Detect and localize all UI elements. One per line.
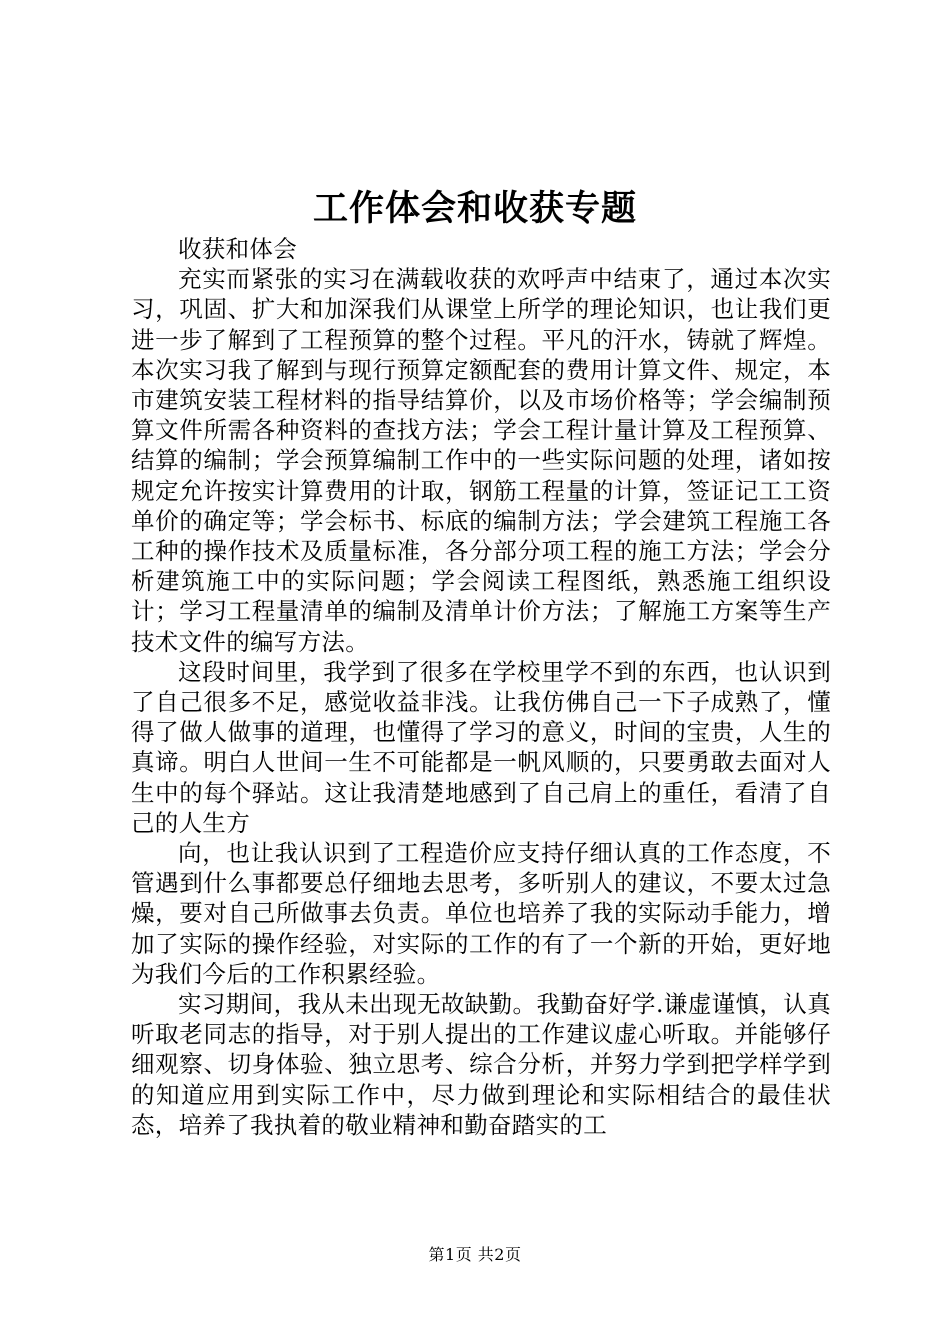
document-body xyxy=(131,234,831,1140)
body-paragraph: 这段时间里，我学到了很多在学校里学不到的东西，也认识到了自己很多不足，感觉收益非浅。让我仿佛自己一下子成熟了，懂得了做人做事的道理，也懂得了学习的意义，时间的宝贵，人生的真谛。明白人世间一生不可能都是一帆风顺的，只要勇敢去面对人生中的每个驿站。这让我清楚地感到了自己肩上的重任，看清了自己的人生方 xyxy=(131,657,831,837)
body-paragraph: 充实而紧张的实习在满载收获的欢呼声中结束了，通过本次实习，巩固、扩大和加深我们从课堂上所学的理论知识，也让我们更进一步了解到了工程预算的整个过程。平凡的汗水，铸就了辉煌。本次实习我了解到与现行预算定额配套的费用计算文件、规定，本市建筑安装工程材料的指导结算价，以及市场价格等；学会编制预算文件所需各种资料的查找方法；学会工程计量计算及工程预算、结算的编制；学会预算编制工作中的一些实际问题的处理，诸如按规定允许按实计算费用的计取，钢筋工程量的计算，签证记工工资单价的确定等；学会标书、标底的编制方法；学会建筑工程施工各工种的操作技术及质量标准，各分部分项工程的施工方法；学会分析建筑施工中的实际问题；学会阅读工程图纸，熟悉施工组织设计；学习工程量清单的编制及清单计价方法；了解施工方案等生产技术文件的编写方法。 xyxy=(131,265,831,656)
body-paragraph: 实习期间，我从未出现无故缺勤。我勤奋好学.谦虚谨慎，认真听取老同志的指导，对于别人提出的工作建议虚心听取。并能够仔细观察、切身体验、独立思考、综合分析，并努力学到把学样学到的知道应用到实际工作中，尽力做到理论和实际相结合的最佳状态，培养了我执着的敬业精神和勤奋踏实的工 xyxy=(131,990,831,1139)
section-heading: 收获和体会 xyxy=(178,235,297,263)
body-paragraph: 向，也让我认识到了工程造价应支持仔细认真的工作态度，不管遇到什么事都要总仔细地去思考，多听别人的建议，不要太过急燥，要对自己所做事去负责。单位也培养了我的实际动手能力，增加了实际的操作经验，对实际的工作的有了一个新的开始，更好地为我们今后的工作积累经验。 xyxy=(131,839,831,988)
document-title: 工作体会和收获专题 xyxy=(312,188,637,229)
page-number-footer: 第1页 共2页 xyxy=(428,1245,522,1264)
